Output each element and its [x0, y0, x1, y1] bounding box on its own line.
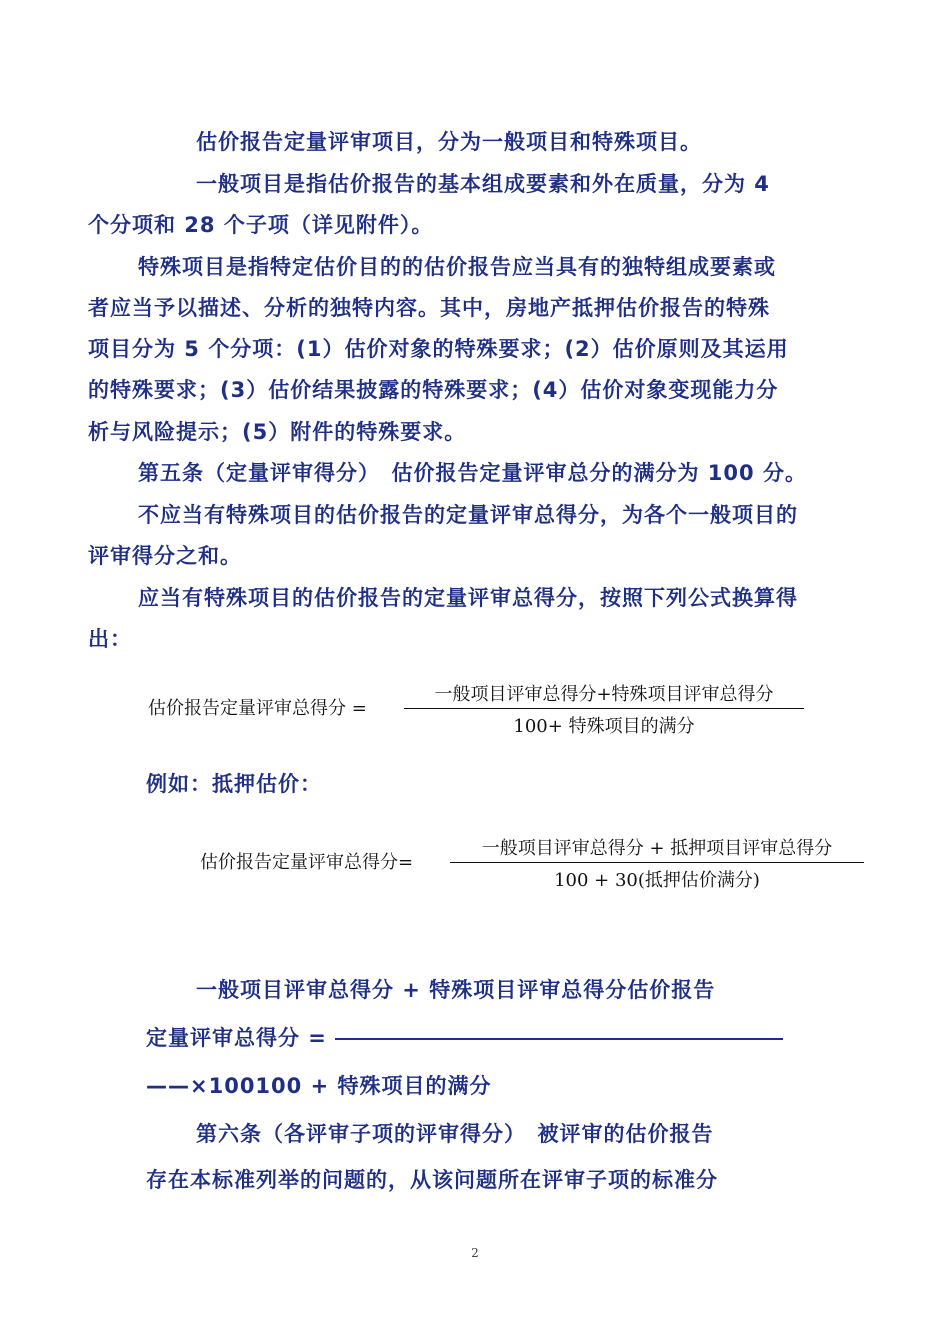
formula-denominator: 100 + 30(抵押估价满分) — [554, 870, 760, 891]
paragraph-quantitative-items: 估价报告定量评审项目，分为一般项目和特殊项目。 — [196, 130, 702, 154]
fraction-bar — [404, 708, 804, 709]
formula-lhs: 估价报告定量评审总得分= — [200, 852, 414, 873]
formula-denominator: 100+ 特殊项目的满分 — [513, 716, 695, 737]
paragraph-special-items-line3: 项目分为 5 个分项：(1）估价对象的特殊要求；(2）估价原则及其运用 — [88, 337, 789, 361]
formula-mortgage — [200, 830, 870, 900]
formula-numerator: 一般项目评审总得分+特殊项目评审总得分 — [434, 684, 774, 705]
paragraph-special-items-line4: 的特殊要求；(3）估价结果披露的特殊要求；(4）估价对象变现能力分 — [88, 378, 779, 402]
paragraph-special-items-line2: 者应当予以描述、分析的独特内容。其中，房地产抵押估价报告的特殊 — [88, 296, 770, 320]
text-formula-line1: 一般项目评审总得分 + 特殊项目评审总得分估价报告 — [196, 978, 716, 1002]
example-heading: 例如：抵押估价： — [146, 772, 322, 796]
formula-general — [148, 676, 828, 746]
text-formula-line3: ——×100100 + 特殊项目的满分 — [146, 1074, 492, 1098]
article-6-line2: 存在本标准列举的问题的，从该问题所在评审子项的标准分 — [146, 1168, 718, 1192]
page-number: 2 — [471, 1246, 479, 1260]
text-formula-line2 — [146, 1018, 783, 1059]
paragraph-no-special-line2: 评审得分之和。 — [88, 544, 242, 568]
paragraph-special-items-line1: 特殊项目是指特定估价目的的估价报告应当具有的独特组成要素或 — [138, 255, 776, 279]
article-6-heading: 第六条（各评审子项的评审得分） 被评审的估价报告 — [196, 1122, 714, 1146]
paragraph-general-items-line1: 一般项目是指估价报告的基本组成要素和外在质量，分为 4 — [196, 172, 770, 196]
paragraph-no-special-line1: 不应当有特殊项目的估价报告的定量评审总得分，为各个一般项目的 — [138, 503, 798, 527]
fraction-bar — [450, 862, 864, 863]
article-5-heading: 第五条（定量评审得分） 估价报告定量评审总分的满分为 100 分。 — [138, 461, 807, 485]
paragraph-with-special-line1: 应当有特殊项目的估价报告的定量评审总得分，按照下列公式换算得 — [138, 586, 798, 610]
paragraph-special-items-line5: 析与风险提示；(5）附件的特殊要求。 — [88, 420, 467, 444]
paragraph-with-special-line2: 出： — [88, 627, 132, 651]
paragraph-general-items-line2: 个分项和 28 个子项（详见附件）。 — [88, 213, 434, 237]
text-formula-lhs: 定量评审总得分 = — [146, 1026, 327, 1050]
formula-numerator: 一般项目评审总得分 + 抵押项目评审总得分 — [481, 838, 833, 859]
formula-lhs: 估价报告定量评审总得分 = — [148, 698, 367, 719]
fraction-rule — [335, 1038, 783, 1040]
